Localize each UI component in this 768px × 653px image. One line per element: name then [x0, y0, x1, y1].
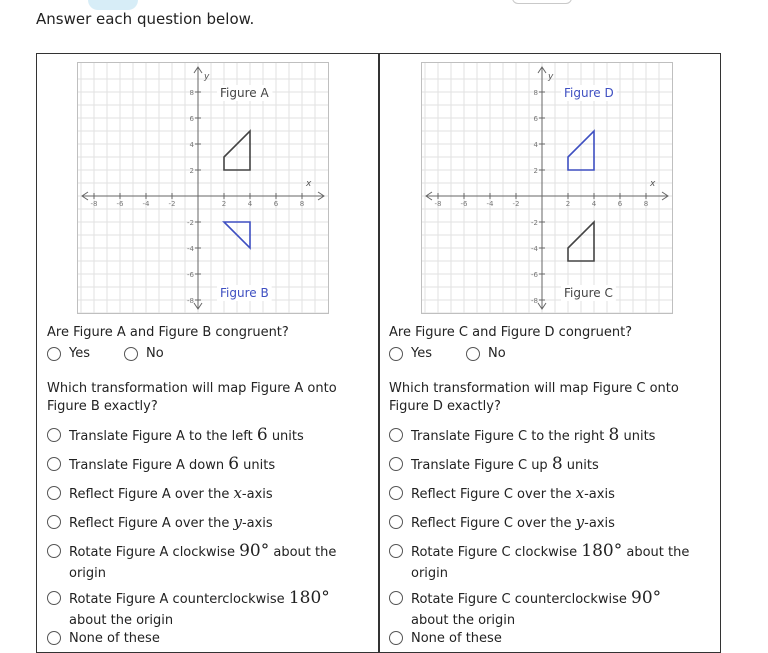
option-2-text: Translate Figure C up 8 units — [411, 454, 599, 474]
no-option[interactable] — [466, 346, 506, 361]
x-tick-label: -2 — [512, 200, 520, 208]
y-tick-label: 6 — [533, 115, 538, 123]
radio-option-6[interactable] — [389, 591, 403, 605]
x-axis-label: x — [650, 179, 656, 189]
coordinate-plane-right — [422, 63, 672, 313]
option-7-text: None of these — [411, 631, 502, 646]
x-tick-label: 2 — [221, 200, 227, 208]
option-6-text: Rotate Figure A counterclockwise 180° about the origin — [69, 588, 330, 628]
coordinate-plane-left — [78, 63, 328, 313]
y-tick-label: -6 — [187, 271, 194, 279]
transform-question: Which transformation will map Figure C onto Figure D exactly? — [389, 381, 679, 414]
y-tick-label: -8 — [531, 297, 538, 305]
option-1-text: Translate Figure A to the left 6 units — [69, 425, 304, 445]
yes-option[interactable] — [389, 346, 432, 361]
option-5[interactable] — [47, 541, 349, 584]
figure-label-top: Figure A — [220, 86, 269, 100]
congruent-question: Are Figure C and Figure D congruent? — [389, 325, 633, 340]
radio-option-4[interactable] — [47, 515, 61, 529]
option-7[interactable] — [389, 628, 691, 649]
y-tick-label: 8 — [533, 89, 538, 97]
option-6[interactable] — [389, 588, 691, 631]
option-4[interactable] — [389, 512, 691, 534]
no-label: No — [146, 346, 164, 361]
x-tick-label: -8 — [90, 200, 98, 208]
x-tick-label: -4 — [486, 200, 494, 208]
x-tick-label: 4 — [591, 200, 597, 208]
option-7-text: None of these — [69, 631, 160, 646]
option-5-text: Rotate Figure A clockwise 90° about the origin — [69, 541, 337, 581]
radio-option-1[interactable] — [47, 428, 61, 442]
option-4-text: Reflect Figure C over the y-axis — [411, 513, 615, 531]
no-option[interactable] — [124, 346, 164, 361]
option-1[interactable] — [47, 425, 349, 447]
radio-option-3[interactable] — [47, 486, 61, 500]
option-3-text: Reflect Figure A over the x-axis — [69, 484, 273, 502]
x-tick-label: -6 — [116, 200, 124, 208]
graph-left — [77, 62, 329, 314]
top-tab — [88, 0, 138, 10]
option-5-text: Rotate Figure C clockwise 180° about the origin — [411, 541, 690, 581]
right-panel — [379, 54, 720, 652]
option-2[interactable] — [389, 454, 691, 476]
option-4[interactable] — [47, 512, 349, 534]
figure-label-bottom: Figure C — [564, 286, 613, 300]
no-label: No — [488, 346, 506, 361]
option-2[interactable] — [47, 454, 349, 476]
instructions: Answer each question below. — [36, 10, 255, 28]
y-axis-label: y — [548, 72, 554, 82]
top-pill — [512, 0, 572, 4]
option-7[interactable] — [47, 628, 349, 649]
y-tick-label: -4 — [187, 245, 194, 253]
left-panel — [37, 54, 378, 652]
y-tick-label: 4 — [189, 141, 194, 149]
y-tick-label: -4 — [531, 245, 538, 253]
option-3[interactable] — [389, 483, 691, 505]
x-tick-label: 8 — [643, 200, 649, 208]
x-tick-label: -4 — [142, 200, 150, 208]
x-tick-label: 6 — [273, 200, 279, 208]
option-6-text: Rotate Figure C counterclockwise 90° about the origin — [411, 588, 662, 628]
y-tick-label: 4 — [533, 141, 538, 149]
option-3[interactable] — [47, 483, 349, 505]
y-tick-label: 6 — [189, 115, 194, 123]
x-tick-label: 2 — [565, 200, 571, 208]
radio-yes[interactable] — [389, 347, 403, 361]
radio-option-7[interactable] — [389, 631, 403, 645]
figure-label-top: Figure D — [564, 86, 614, 100]
yes-label: Yes — [69, 346, 90, 361]
option-1-text: Translate Figure C to the right 8 units — [411, 425, 656, 445]
option-4-text: Reflect Figure A over the y-axis — [69, 513, 273, 531]
transform-question: Which transformation will map Figure A onto Figure B exactly? — [47, 381, 337, 414]
x-tick-label: 8 — [299, 200, 305, 208]
y-tick-label: -2 — [187, 219, 194, 227]
option-6[interactable] — [47, 588, 349, 631]
radio-option-4[interactable] — [389, 515, 403, 529]
option-2-text: Translate Figure A down 6 units — [69, 454, 276, 474]
option-5[interactable] — [389, 541, 691, 584]
x-axis-label: x — [306, 179, 312, 189]
y-tick-label: -2 — [531, 219, 538, 227]
y-tick-label: 8 — [189, 89, 194, 97]
y-tick-label: -6 — [531, 271, 538, 279]
option-1[interactable] — [389, 425, 691, 447]
radio-yes[interactable] — [47, 347, 61, 361]
y-tick-label: 2 — [533, 167, 538, 175]
y-tick-label: -8 — [187, 297, 194, 305]
radio-option-5[interactable] — [47, 544, 61, 558]
y-axis-label: y — [204, 72, 210, 82]
radio-option-3[interactable] — [389, 486, 403, 500]
radio-option-5[interactable] — [389, 544, 403, 558]
yes-label: Yes — [411, 346, 432, 361]
x-tick-label: 4 — [247, 200, 253, 208]
radio-no[interactable] — [124, 347, 138, 361]
x-tick-label: 6 — [617, 200, 623, 208]
radio-option-1[interactable] — [389, 428, 403, 442]
questions-box — [36, 53, 721, 653]
yes-option[interactable] — [47, 346, 90, 361]
figure-label-bottom: Figure B — [220, 286, 269, 300]
y-tick-label: 2 — [189, 167, 194, 175]
option-3-text: Reflect Figure C over the x-axis — [411, 484, 615, 502]
x-tick-label: -8 — [434, 200, 442, 208]
radio-no[interactable] — [466, 347, 480, 361]
x-tick-label: -6 — [460, 200, 468, 208]
congruent-question: Are Figure A and Figure B congruent? — [47, 325, 289, 340]
radio-option-6[interactable] — [47, 591, 61, 605]
x-tick-label: -2 — [168, 200, 176, 208]
graph-right — [421, 62, 673, 314]
radio-option-7[interactable] — [47, 631, 61, 645]
radio-option-2[interactable] — [47, 457, 61, 471]
radio-option-2[interactable] — [389, 457, 403, 471]
